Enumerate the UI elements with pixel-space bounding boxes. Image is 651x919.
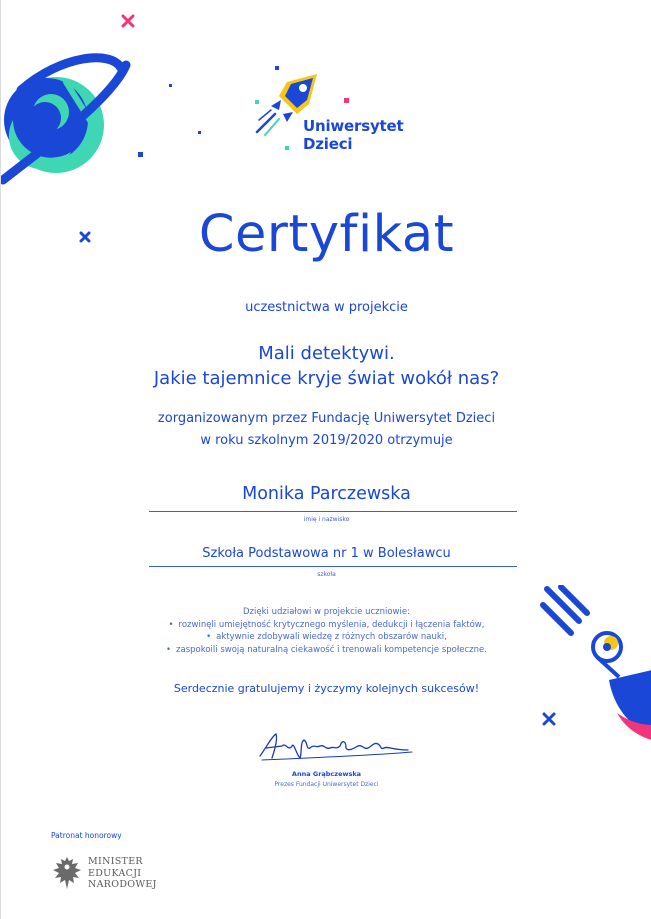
recipient-school: Szkoła Podstawowa nr 1 w Bolesławcu bbox=[202, 546, 451, 561]
dot-decoration bbox=[344, 98, 349, 103]
school-underline bbox=[149, 566, 517, 567]
dot-decoration bbox=[138, 152, 143, 157]
certificate-subtitle: uczestnictwa w projekcie bbox=[245, 300, 408, 315]
ministry-text bbox=[88, 856, 157, 891]
signer-role: Prezes Fundacji Uniwersytet Dzieci bbox=[274, 781, 379, 788]
handwritten-signature-icon bbox=[256, 728, 416, 768]
logo-text bbox=[303, 117, 403, 153]
project-line-1: Mali detektywi. bbox=[258, 343, 395, 364]
achievement-item: • zaspokoili swoją naturalną ciekawość i trenowali kompetencje społeczne. bbox=[1, 644, 651, 657]
logo-line-2: Dzieci bbox=[303, 135, 353, 153]
ministry-logo bbox=[51, 855, 191, 895]
cross-decoration-icon bbox=[542, 712, 556, 726]
project-title bbox=[1, 341, 651, 391]
signer-name: Anna Grąbczewska bbox=[291, 770, 362, 778]
dot-decoration bbox=[285, 146, 289, 150]
dot-decoration bbox=[198, 131, 201, 134]
achievement-item: • rozwinęli umiejętność krytycznego myślenia, dedukcji i łączenia faktów, bbox=[1, 619, 651, 632]
cross-decoration-icon bbox=[121, 14, 135, 28]
dot-decoration bbox=[255, 100, 259, 104]
logo bbox=[251, 62, 421, 162]
planet-decoration-icon bbox=[1, 40, 136, 200]
eagle-emblem-icon bbox=[51, 855, 83, 891]
school-caption: szkoła bbox=[317, 571, 336, 578]
ministry-line-1: MINISTER bbox=[88, 856, 143, 867]
project-line-2: Jakie tajemnice kryje świat wokół nas? bbox=[153, 368, 500, 389]
organizer-line-1: zorganizowanym przez Fundację Uniwersytet Dzieci bbox=[157, 411, 496, 426]
achievement-item: • aktywnie zdobywali wiedzę z różnych obszarów nauki, bbox=[1, 631, 651, 644]
ministry-line-2: EDUKACJI bbox=[88, 867, 142, 879]
organizer-line-2: w roku szkolnym 2019/2020 otrzymuje bbox=[200, 433, 453, 448]
patronage-label: Patronat honorowy bbox=[51, 831, 122, 840]
recipient-name: Monika Parczewska bbox=[242, 484, 411, 504]
name-caption: imię i nazwisko bbox=[303, 516, 350, 523]
logo-line-1: Uniwersytet bbox=[303, 117, 404, 135]
achievements-intro: Dzięki udziałowi w projekcie uczniowie: bbox=[243, 607, 410, 617]
congratulations-text: Serdecznie gratulujemy i życzymy kolejnych sukcesów! bbox=[173, 682, 480, 695]
signature bbox=[256, 728, 416, 768]
dot-decoration bbox=[169, 84, 172, 87]
organizer-text bbox=[1, 408, 651, 452]
ministry-line-3: NARODOWEJ bbox=[88, 879, 157, 890]
certificate-title: Certyfikat bbox=[198, 205, 455, 264]
name-underline bbox=[149, 511, 517, 512]
